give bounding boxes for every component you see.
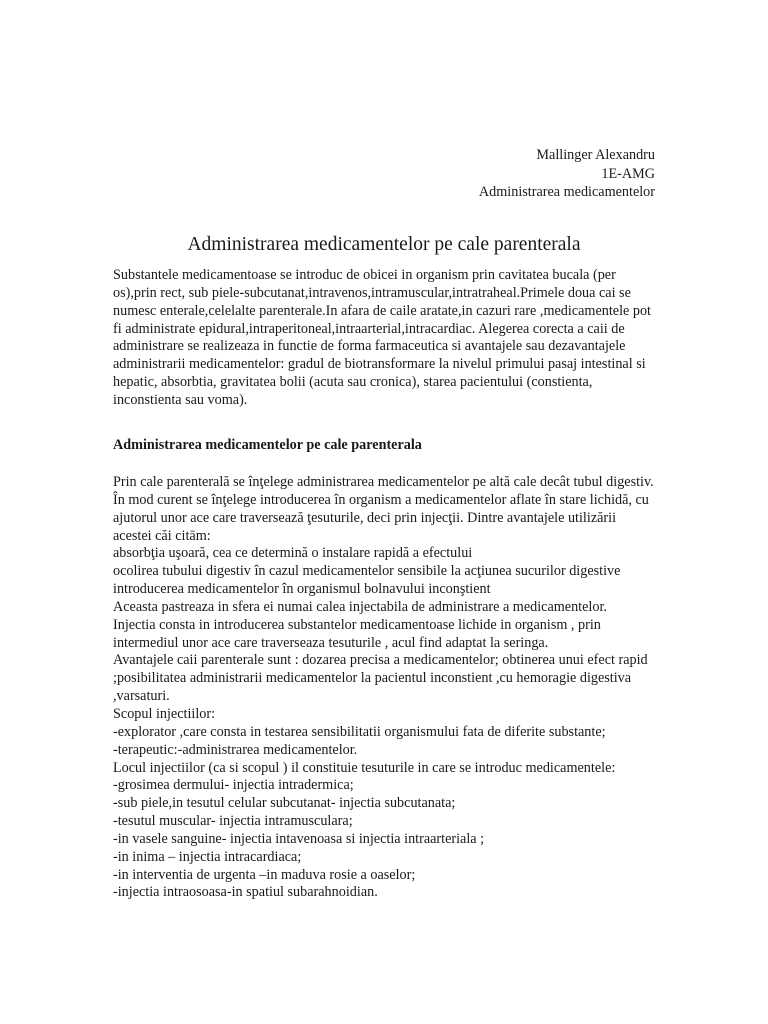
list-item: -tesutul muscular- injectia intramusculara;	[113, 813, 353, 830]
list-item: -in vasele sanguine- injectia intavenoasa si injectia intraarteriala ;	[113, 830, 485, 847]
list-item: -terapeutic:-administrarea medicamentelor.	[113, 741, 358, 758]
main-body	[113, 474, 658, 902]
list-item: introducerea medicamentelor în organismul bolnavului inconştient	[113, 581, 491, 598]
intro-paragraph	[113, 267, 658, 410]
paragraph: Avantajele caii parenterale sunt : dozarea precisa a medicamentelor; obtinerea unui efect rapid ;posibilitatea administrarii medicamentelor la pacientul inconstient ,cu hemoragie digestiva ,varsaturi.	[113, 652, 648, 705]
intro-text: Substantele medicamentoase se introduc de obicei in organism prin cavitatea bucala (per os),prin rect, sub piele-subcutanat,intravenos,intramuscular,intratraheal.Primele doua cai se numesc enterale,celelalte parenterale.In afara de caile aratate,in cazuri rare ,medicamentele pot fi administrate epidural,intraperitoneal,intraarterial,intracardiac. Alegerea corecta a caii de administrare se realizeaza in functie de forma farmaceutica si avantajele sau dezavantajele administrarii medicamentelor: gradul de biotransformare la nivelul primului pasaj intestinal si hepatic, absorbtia, gravitatea bolii (acuta sau cronica), starea pacientului (constienta, inconstienta sau voma).	[113, 267, 651, 408]
paragraph: Locul injectiilor (ca si scopul ) il constituie tesuturile in care se introduc medicamentele:	[113, 759, 616, 776]
list-item: absorbţia uşoară, cea ce determină o instalare rapidă a efectului	[113, 545, 473, 562]
paragraph: Aceasta pastreaza in sfera ei numai calea injectabila de administrare a medicamentelor.	[113, 598, 607, 615]
subheading: Scopul injectiilor:	[113, 705, 216, 722]
list-item: -in inima – injectia intracardiaca;	[113, 848, 302, 865]
list-item: -explorator ,care consta in testarea sensibilitatii organismului fata de diferite substante;	[113, 723, 606, 740]
section-heading: Administrarea medicamentelor pe cale parenterala	[113, 437, 422, 453]
list-item: -grosimea dermului- injectia intradermica;	[113, 777, 354, 794]
document-title: Administrarea medicamentelor pe cale parenterala	[187, 234, 581, 255]
list-item: -injectia intraosoasa-in spatiul subarahnoidian.	[113, 884, 378, 901]
author-group: 1E-AMG	[601, 165, 655, 182]
author-name: Mallinger Alexandru	[536, 147, 655, 163]
list-item: -in interventia de urgenta –in maduva rosie a oaselor;	[113, 866, 416, 883]
paragraph: Prin cale parenterală se înţelege administrarea medicamentelor pe altă cale decât tubul digestiv. În mod curent se înţelege introducerea în organism a medicamentelor aflate în stare lichidă, cu ajutorul unor ace care traversează ţesuturile, deci prin injecţii. Dintre avantajele utilizării acestei căi citām:	[113, 474, 654, 544]
paragraph: Injectia consta in introducerea substantelor medicamentoase lichide in organism , prin intermediul unor ace care traverseaza tesuturile , acul find adaptat la seringa.	[113, 616, 601, 651]
document-subject: Administrarea medicamentelor	[478, 184, 655, 200]
list-item: ocolirea tubului digestiv în cazul medicamentelor sensibile la acţiunea sucurilor digestive	[113, 563, 621, 580]
list-item: -sub piele,in tesutul celular subcutanat- injectia subcutanata;	[113, 795, 456, 812]
author-header	[479, 146, 655, 202]
